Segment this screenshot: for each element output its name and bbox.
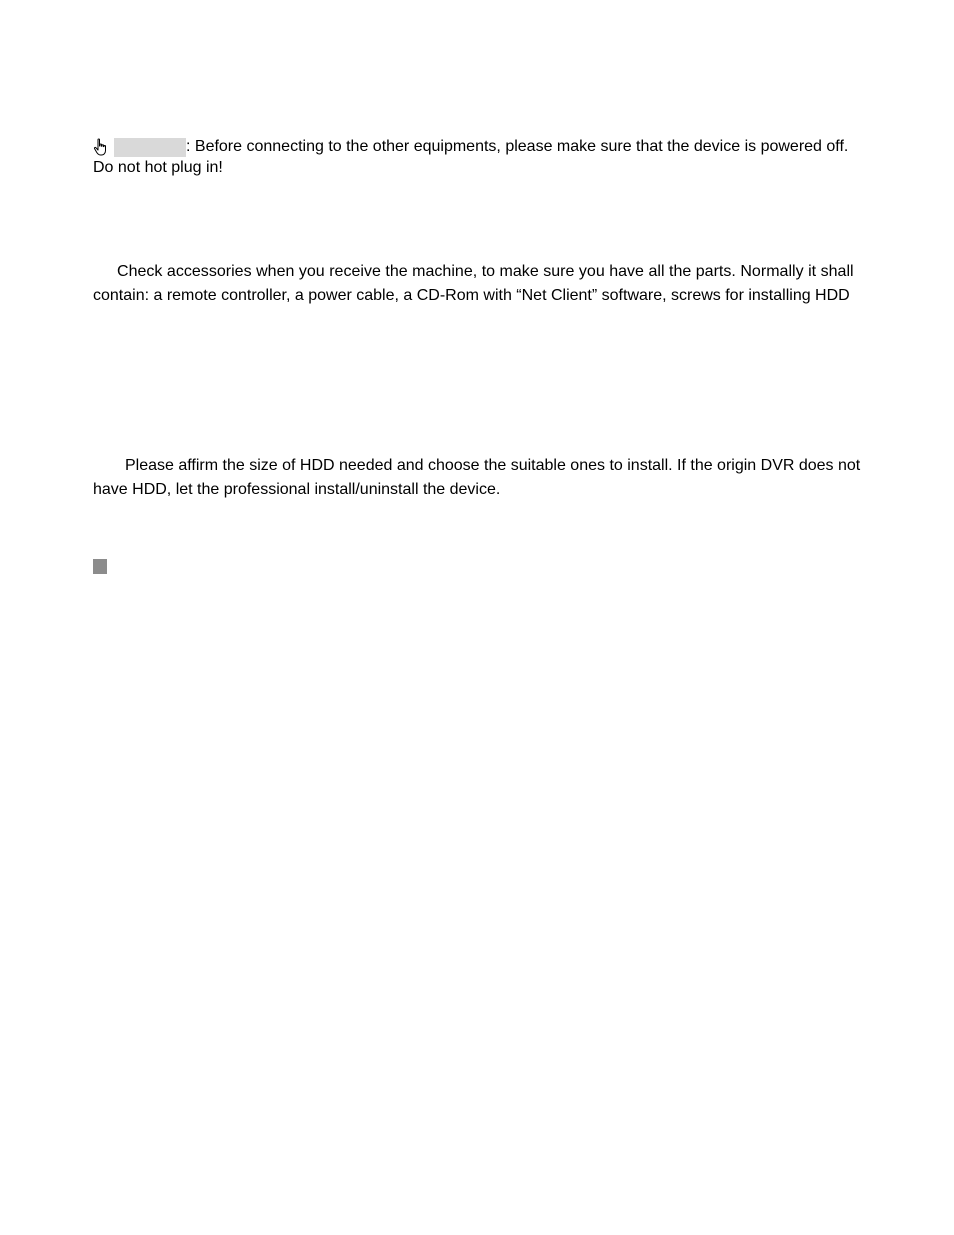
pointing-hand-icon xyxy=(93,138,109,156)
bullet-square xyxy=(93,559,107,574)
note-line-1 xyxy=(93,137,848,157)
highlighted-label-box xyxy=(114,138,186,157)
hdd-text-line-1: Please affirm the size of HDD needed and choose the suitable ones to install. If the origin DVR does not xyxy=(125,457,861,474)
note-text-line-1: : Before connecting to the other equipments, please make sure that the device is powered off. xyxy=(186,138,849,155)
note-text-line-2: Do not hot plug in! xyxy=(93,159,223,176)
accessories-text-line-1: Check accessories when you receive the machine, to make sure you have all the parts. Normally it shall xyxy=(117,263,854,280)
hdd-text-line-2: have HDD, let the professional install/uninstall the device. xyxy=(93,481,501,498)
accessories-text-line-2: contain: a remote controller, a power cable, a CD-Rom with “Net Client” software, screws for installing HDD xyxy=(93,287,850,304)
